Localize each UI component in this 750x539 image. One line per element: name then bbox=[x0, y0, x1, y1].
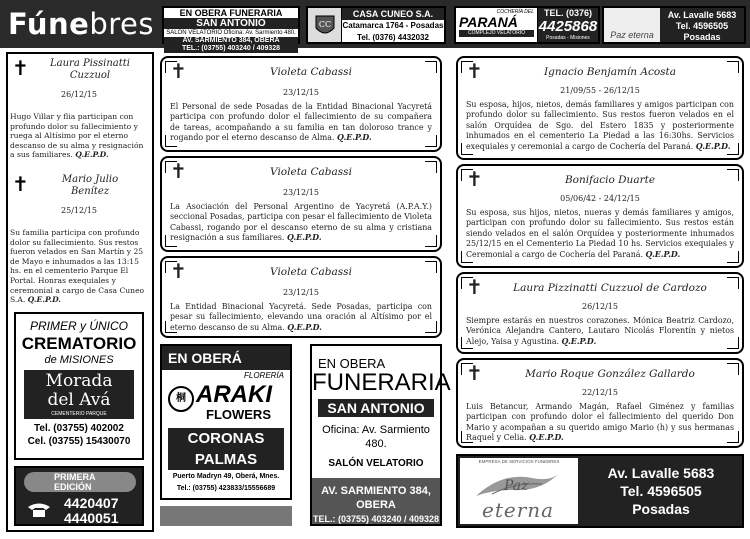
ad-line: PARANÁ bbox=[459, 14, 518, 30]
obituary-date: 21/09/55 - 26/12/15 bbox=[560, 86, 640, 95]
cross-icon: ✝ bbox=[170, 59, 187, 83]
ad-crematorio[interactable] bbox=[14, 312, 144, 460]
ad-paz-eterna-header[interactable] bbox=[602, 6, 746, 44]
cross-icon: ✝ bbox=[12, 172, 29, 196]
ad-casa-cuneo[interactable] bbox=[306, 6, 446, 44]
obituary-card bbox=[160, 256, 442, 338]
ad-line: Puerto Madryn 49, Oberá, Mnes. bbox=[172, 473, 280, 480]
ad-line: Cel. (03755) 15430070 bbox=[27, 436, 131, 447]
ad-line: FLOWERS bbox=[206, 407, 271, 422]
obituary-body: Su esposa, hijos, nietos, demás familiares y amigos participan con profundo dolor su fallecimiento. Sus restos fueron velados en el salón Orquídea de Sgo. del Estero 1835 y posteriormente inhumados en el cementerio La Piedad a las 16:30hs. Servicios exequiales y ceremonial a cargo de Cochería del Paraná. Q.E.P.D. bbox=[466, 100, 734, 151]
obituary-card bbox=[456, 56, 744, 160]
ad-line: TEL.: (03755) 403240 / 409328 bbox=[164, 45, 298, 53]
cross-icon: ✝ bbox=[466, 167, 483, 191]
paz-eterna-logo: Paz eterna bbox=[604, 8, 660, 42]
obituary-body: El Personal de sede Posadas de la Entidad Binacional Yacyretá participa con profundo dolor el fallecimiento de su compañera de tareas, acompañando a su familia en tan doloroso trance y rogando por el eterno descanso de Alma. Q.E.P.D. bbox=[170, 102, 432, 143]
obituary-name: Cuzzuol bbox=[69, 70, 111, 81]
ad-line: EN OBERÁ bbox=[162, 346, 290, 370]
ad-line: SALÓN VELATORIO bbox=[328, 458, 424, 469]
cross-icon: ✝ bbox=[466, 59, 483, 83]
ad-line: FLORERÍA bbox=[243, 371, 284, 380]
ad-line: Posadas bbox=[632, 501, 690, 517]
ad-line: ARAKI bbox=[196, 381, 272, 408]
obituary-name: Bonifacio Duarte bbox=[564, 174, 656, 186]
cross-icon: ✝ bbox=[466, 361, 483, 385]
cross-icon: ✝ bbox=[170, 259, 187, 283]
cross-icon: ✝ bbox=[170, 159, 187, 183]
obituary-body: Hugo Villar y flia participan con profundo dolor su fallecimiento y ruega al Altísimo por el eterno descanso de su alma y resignación a sus familiares. Q.E.P.D. bbox=[10, 112, 144, 160]
obituary-card bbox=[456, 358, 744, 448]
obituary-card bbox=[160, 56, 442, 152]
ad-line: 4420407 bbox=[64, 495, 119, 511]
obituary-date: 26/12/15 bbox=[61, 90, 97, 99]
obituary-name: Laura Pizzinatti Cuzzuol de Cardozo bbox=[513, 282, 707, 294]
obituary-body: La Entidad Binacional Yacyretá. Sede Posadas, participa con pesar su fallecimiento, elevando una oración al Altísimo por el eterno descanso de su Alma. Q.E.P.D. bbox=[170, 302, 432, 332]
page-title: Fúnebres bbox=[8, 7, 154, 41]
araki-logo-icon: 桐 bbox=[168, 386, 194, 412]
ad-funeraria-san-antonio-header[interactable] bbox=[162, 6, 300, 52]
ad-funeraria-san-antonio[interactable] bbox=[310, 344, 451, 526]
obituary-name: Violeta Cabassi bbox=[270, 266, 352, 278]
paz-eterna-logo: EMPRESA DE SERVICIOS FUNEBRES Paz eterna bbox=[460, 458, 578, 524]
ad-line: EN OBERA bbox=[318, 356, 386, 371]
obituary-name: Laura Pissinatti bbox=[50, 58, 130, 69]
ad-line: AV. SARMIENTO 384, OBERA bbox=[321, 485, 431, 511]
ad-line: AV. SARMIENTO 384, OBERÁ bbox=[164, 37, 298, 45]
obituary-date: 26/12/15 bbox=[582, 302, 618, 311]
ad-line: Posadas - Misiones bbox=[546, 35, 590, 41]
ad-line: COMPLEJO VELATORIO bbox=[459, 30, 534, 37]
ad-line: Tel. (0376) 4432032 bbox=[357, 33, 429, 42]
ad-line: CEMENTERIO PARQUE bbox=[51, 411, 107, 417]
ad-line: 4440051 bbox=[64, 510, 119, 526]
obituary-body: Luis Betancur, Armando Magán, Rafael Giménez y familias participan con profundo dolor el fallecimiento del querido Don Mario y acompañan a su querido amigo Mario (h) y sus hermanas Raquel y Celia. Q.E.P.D. bbox=[466, 402, 734, 443]
obituary-card bbox=[160, 156, 442, 252]
ad-line: Tel. (03755) 402002 bbox=[34, 423, 124, 434]
obituary-name: Mario Roque González Gallardo bbox=[525, 368, 695, 380]
obituary-body: Su esposa, sus hijos, nietos, nueras y demás familiares y amigos, participan con profundo dolor su fallecimiento. Sus restos están siendo velados en el salón Orquídea y posteriormente inhumados 25/12/15 en el Cementerio La Piedad 10 hs. Servicios exequiales y Ceremonial a cargo de Cochería del Paraná. Q.E.P.D. bbox=[466, 208, 734, 259]
ad-line: Tel.: (03755) 423833/15556689 bbox=[176, 485, 276, 492]
obituary-name: Ignacio Benjamín Acosta bbox=[543, 66, 677, 78]
obituary-date: 23/12/15 bbox=[283, 88, 319, 97]
cross-icon: ✝ bbox=[466, 275, 483, 299]
obituary-body: La Asociación del Personal Argentino de Yacyretá (A.P.A.Y.) seccional Posadas, participa con pesar el fallecimiento de Violeta Cabassi, rogando por el descanso eterno de su alma y cristiana resignación a sus familiares. Q.E.P.D. bbox=[170, 202, 432, 243]
ad-line: Posadas bbox=[683, 32, 721, 42]
ad-line: Morada bbox=[45, 371, 113, 391]
ad-line: FUNERARIA bbox=[312, 369, 451, 396]
svg-text:CC: CC bbox=[318, 20, 331, 29]
ad-line: Tel. 4596505 bbox=[675, 21, 729, 31]
obituary-left-2 bbox=[8, 172, 150, 305]
obituary-name: Violeta Cabassi bbox=[270, 166, 352, 178]
ad-line: 4425868 bbox=[538, 18, 598, 35]
obituary-name: Violeta Cabassi bbox=[270, 66, 352, 78]
obituary-body: Siempre estarás en nuestros corazones. Mónica Beatriz Cardozo, Verónica Alejandra Cantero, Lautaro Nicolás Florentín y nietos Alejo, Yaisa y Agustina. Q.E.P.D. bbox=[466, 316, 734, 346]
ad-line: SAN ANTONIO bbox=[164, 18, 298, 29]
obituary-name: Benítez bbox=[70, 186, 110, 197]
ad-primera-edicion[interactable] bbox=[14, 466, 144, 526]
obituary-card bbox=[456, 164, 744, 268]
ad-line: CREMATORIO bbox=[21, 334, 137, 353]
obituary-date: 05/06/42 - 24/12/15 bbox=[560, 194, 640, 203]
ad-line: SAN ANTONIO bbox=[318, 399, 434, 417]
casa-cuneo-logo-icon bbox=[308, 8, 342, 42]
obituary-body: Su familia participa con profundo dolor su fallecimiento. Sus restos fueron velados en San Martín y 25 de Mayo e inhumados a las 13:15 hs. en el cementerio Parque El Portal. Honras exequiales y ceremonial a cargo de Casa Cuneo S.A. Q.E.P.D. bbox=[10, 228, 145, 305]
ad-line: Oficina: Av. Sarmiento 480. bbox=[322, 424, 430, 450]
ad-line: PRIMER y ÚNICO bbox=[29, 319, 128, 333]
ad-floreria-araki[interactable] bbox=[160, 344, 292, 500]
gray-block bbox=[160, 506, 292, 526]
ad-line: SALON VELATORIO Oficina: Av. Sarmiento 480. bbox=[166, 30, 296, 36]
ad-line: Av. Lavalle 5683 bbox=[607, 465, 715, 481]
cross-icon: ✝ bbox=[12, 56, 29, 80]
obituary-date: 23/12/15 bbox=[283, 288, 319, 297]
ad-line: Tel. 4596505 bbox=[620, 483, 702, 499]
ad-line: de MISIONES bbox=[44, 354, 114, 366]
obituary-date: 25/12/15 bbox=[61, 206, 97, 215]
ad-line: del Avá bbox=[47, 390, 111, 410]
ad-paz-eterna[interactable] bbox=[456, 454, 744, 528]
primera-edicion-logo: PRIMERA EDICIÓN bbox=[24, 472, 136, 492]
ad-line: Av. Lavalle 5683 bbox=[667, 10, 737, 20]
obituary-card bbox=[456, 272, 744, 354]
obituary-left-1 bbox=[8, 56, 150, 166]
ad-line: CORONAS bbox=[168, 428, 284, 449]
ad-line: TEL. (0376) bbox=[543, 8, 592, 18]
phone-icon bbox=[26, 502, 52, 523]
ad-line: EN OBERA FUNERARIA bbox=[179, 8, 283, 18]
ad-line: CASA CUNEO S.A. bbox=[342, 8, 444, 20]
ad-line: PALMAS bbox=[168, 449, 284, 470]
obituary-date: 22/12/15 bbox=[582, 388, 618, 397]
obituary-name: Mario Julio bbox=[61, 174, 119, 185]
ad-line: COCHERÍA DEL bbox=[496, 9, 534, 15]
ad-cocheria-del-parana[interactable] bbox=[454, 6, 600, 44]
ad-line: Catamarca 1764 - Posadas bbox=[342, 21, 444, 30]
obituary-date: 23/12/15 bbox=[283, 188, 319, 197]
ad-line: TEL.: (03755) 403240 / 409328 bbox=[312, 514, 440, 524]
